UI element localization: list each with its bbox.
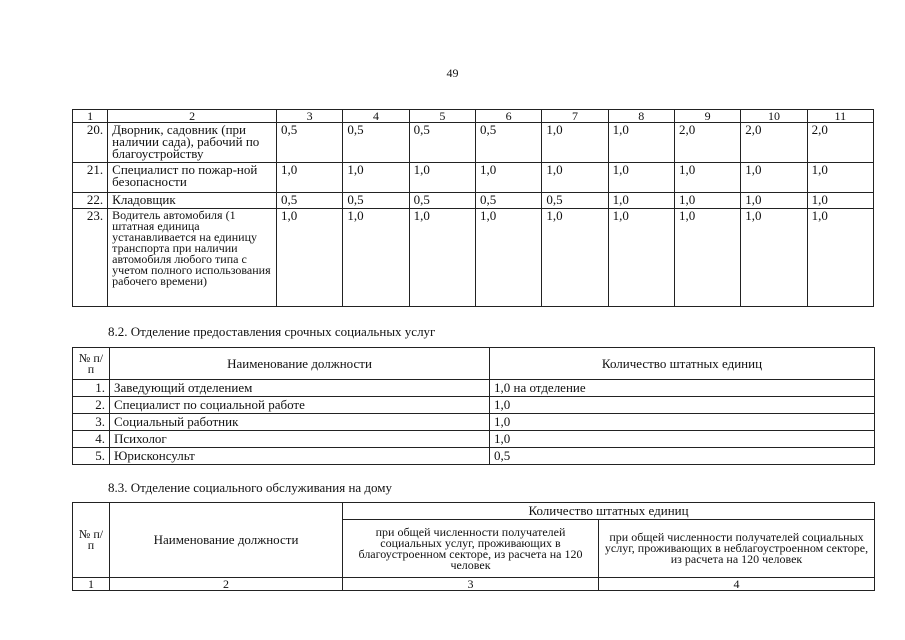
- staff-value: 0,5: [542, 193, 608, 209]
- section-8-3-title: 8.3. Отделение социального обслуживания на дому: [108, 480, 393, 495]
- column-index: 2: [108, 110, 277, 123]
- column-index-row: [73, 578, 875, 591]
- column-index: 4: [599, 578, 875, 591]
- table-row: [73, 193, 874, 209]
- row-number: 1.: [73, 380, 110, 397]
- column-index: 11: [807, 110, 873, 123]
- column-index: 3: [343, 578, 599, 591]
- staff-value: 0,5: [343, 123, 409, 163]
- staff-value: 1,0: [608, 193, 674, 209]
- count-header: Количество штатных единиц: [490, 348, 875, 380]
- row-number: 21.: [73, 163, 108, 193]
- row-number: 3.: [73, 414, 110, 431]
- column-index-row: [73, 110, 874, 123]
- table-row: [73, 380, 875, 397]
- count-group-header: Количество штатных единиц: [343, 503, 875, 520]
- staff-value: 0,5: [475, 123, 541, 163]
- staff-count: 0,5: [490, 448, 875, 465]
- staff-count: 1,0: [490, 397, 875, 414]
- header-row: [73, 348, 875, 380]
- staff-value: 1,0: [608, 123, 674, 163]
- staff-count: 1,0: [490, 414, 875, 431]
- staff-value: 1,0: [608, 163, 674, 193]
- page-number: 49: [446, 66, 459, 80]
- staff-value: 0,5: [277, 193, 343, 209]
- table-row: [73, 209, 874, 307]
- position-name: Социальный работник: [110, 414, 490, 431]
- row-number: 23.: [73, 209, 108, 307]
- column-index: 1: [73, 110, 108, 123]
- staff-value: 1,0: [807, 163, 873, 193]
- staff-value: 1,0: [674, 193, 740, 209]
- staff-value: 1,0: [807, 193, 873, 209]
- improved-sector-header: при общей численности получателей социальных услуг, проживающих в благоустроенном секторе, из расчета на 120 человек: [343, 520, 599, 578]
- staff-value: 1,0: [741, 193, 807, 209]
- home-services-staff-table: [72, 502, 875, 591]
- column-index: 9: [674, 110, 740, 123]
- column-index: 7: [542, 110, 608, 123]
- position-name: Заведующий отделением: [110, 380, 490, 397]
- staff-value: 0,5: [277, 123, 343, 163]
- column-index: 6: [475, 110, 541, 123]
- row-number: 2.: [73, 397, 110, 414]
- position-name: Юрисконсульт: [110, 448, 490, 465]
- staff-value: 1,0: [741, 209, 807, 307]
- staff-value: 1,0: [343, 163, 409, 193]
- row-number: 4.: [73, 431, 110, 448]
- column-index: 2: [110, 578, 343, 591]
- table-row: [73, 397, 875, 414]
- table-row: [73, 163, 874, 193]
- group-header-row: [73, 503, 875, 520]
- position-name: Дворник, садовник (при наличии сада), рабочий по благоустройству: [108, 123, 277, 163]
- staff-value: 1,0: [475, 209, 541, 307]
- staff-value: 0,5: [343, 193, 409, 209]
- row-number: 22.: [73, 193, 108, 209]
- position-name: Водитель автомобиля (1 штатная единица устанавливается на единицу транспорта при наличии автомобиля любого типа с учетом полного использования рабочего времени): [108, 209, 277, 307]
- staff-value: 1,0: [277, 209, 343, 307]
- column-index: 3: [277, 110, 343, 123]
- staff-value: 1,0: [542, 163, 608, 193]
- column-index: 8: [608, 110, 674, 123]
- staff-value: 0,5: [409, 123, 475, 163]
- staff-count: 1,0 на отделение: [490, 380, 875, 397]
- position-name: Кладовщик: [108, 193, 277, 209]
- table-row: [73, 123, 874, 163]
- section-8-2-title: 8.2. Отделение предоставления срочных социальных услуг: [108, 324, 436, 339]
- number-header: № п/п: [73, 503, 110, 578]
- position-name: Специалист по социальной работе: [110, 397, 490, 414]
- staff-value: 0,5: [475, 193, 541, 209]
- staff-value: 1,0: [542, 209, 608, 307]
- unimproved-sector-header: при общей численности получателей социальных услуг, проживающих в неблагоустроенном секторе, из расчета на 120 человек: [599, 520, 875, 578]
- staff-value: 1,0: [674, 163, 740, 193]
- staff-value: 1,0: [741, 163, 807, 193]
- staff-value: 2,0: [807, 123, 873, 163]
- staff-value: 1,0: [807, 209, 873, 307]
- staff-value: 1,0: [277, 163, 343, 193]
- row-number: 5.: [73, 448, 110, 465]
- position-header: Наименование должности: [110, 348, 490, 380]
- staff-value: 1,0: [674, 209, 740, 307]
- column-index: 10: [741, 110, 807, 123]
- staff-value: 1,0: [542, 123, 608, 163]
- column-index: 4: [343, 110, 409, 123]
- column-index: 1: [73, 578, 110, 591]
- staff-value: 1,0: [409, 209, 475, 307]
- table-row: [73, 448, 875, 465]
- table-row: [73, 431, 875, 448]
- column-index: 5: [409, 110, 475, 123]
- staff-value: 2,0: [674, 123, 740, 163]
- staff-value: 1,0: [409, 163, 475, 193]
- staff-count: 1,0: [490, 431, 875, 448]
- urgent-services-staff-table: [72, 347, 875, 465]
- number-header: № п/п: [73, 348, 110, 380]
- staff-value: 1,0: [608, 209, 674, 307]
- staff-value: 0,5: [409, 193, 475, 209]
- position-name: Специалист по пожар-ной безопасности: [108, 163, 277, 193]
- position-header: Наименование должности: [110, 503, 343, 578]
- staff-value: 2,0: [741, 123, 807, 163]
- position-name: Психолог: [110, 431, 490, 448]
- table-row: [73, 414, 875, 431]
- staffing-table-continued: [72, 109, 874, 307]
- staff-value: 1,0: [475, 163, 541, 193]
- row-number: 20.: [73, 123, 108, 163]
- staff-value: 1,0: [343, 209, 409, 307]
